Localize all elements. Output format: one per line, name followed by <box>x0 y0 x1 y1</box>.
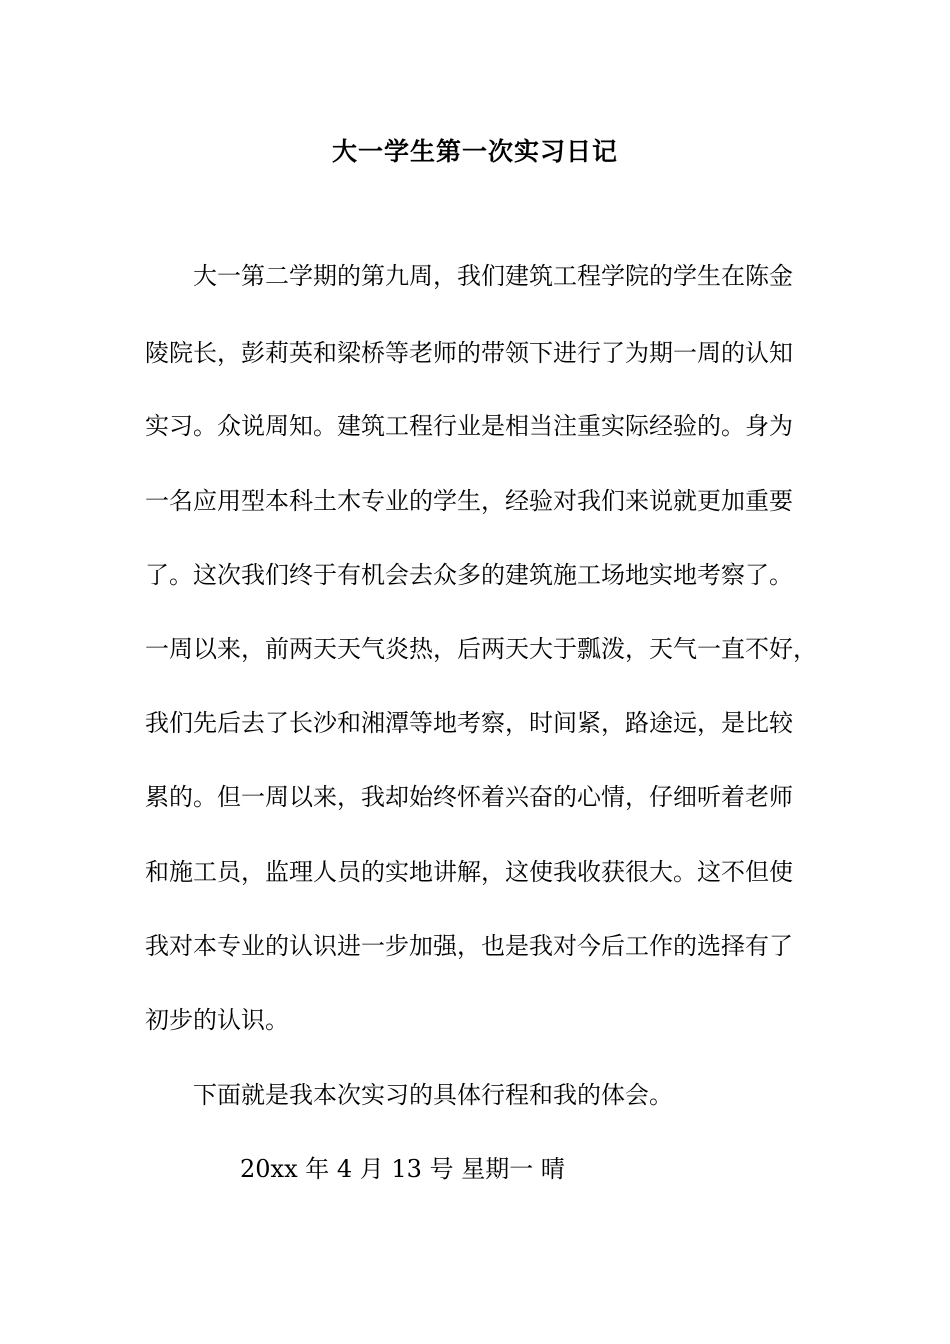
paragraph-line: 一周以来，前两天天气炎热，后两天大于瓢泼，天气一直不好， <box>145 635 817 663</box>
paragraph-line: 和施工员，监理人员的实地讲解，这使我收获很大。这不但使 <box>145 858 793 886</box>
paragraph-line: 我对本专业的认识进一步加强，也是我对今后工作的选择有了 <box>145 932 793 960</box>
paragraph-line: 累的。但一周以来，我却始终怀着兴奋的心情，仔细听着老师 <box>145 783 793 811</box>
document-title: 大一学生第一次实习日记 <box>331 137 618 166</box>
paragraph-line: 我们先后去了长沙和湘潭等地考察，时间紧，路途远，是比较 <box>145 709 793 737</box>
paragraph-line: 大一第二学期的第九周，我们建筑工程学院的学生在陈金 <box>193 262 793 290</box>
paragraph-line: 陵院长，彭莉英和梁桥等老师的带领下进行了为期一周的认知 <box>145 339 793 367</box>
paragraph-line: 初步的认识。 <box>145 1006 289 1034</box>
paragraph-line: 一名应用型本科土木专业的学生，经验对我们来说就更加重要 <box>145 487 793 515</box>
paragraph-line: 实习。众说周知。建筑工程行业是相当注重实际经验的。身为 <box>145 412 793 440</box>
paragraph-line: 下面就是我本次实习的具体行程和我的体会。 <box>193 1081 673 1109</box>
paragraph-line: 了。这次我们终于有机会去众多的建筑施工场地实地考察了。 <box>145 561 793 589</box>
date-line: 20xx 年 4 月 13 号 星期一 晴 <box>240 1155 565 1183</box>
